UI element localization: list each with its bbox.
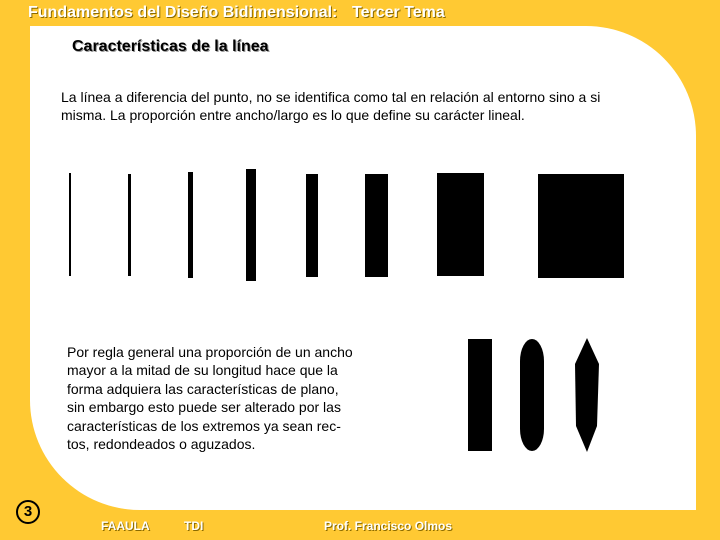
line-example-7 <box>437 173 484 276</box>
intro-paragraph: La línea a diferencia del punto, no se identifica como tal en relación al entorno sino a si misma. La proporción entre ancho/largo es lo que define su carácter lineal. <box>61 89 601 124</box>
header-bar <box>0 0 720 28</box>
rule-line-6: tos, redondeados o aguzados. <box>67 436 256 453</box>
pointed-end-line <box>574 338 600 452</box>
rule-line-2: mayor a la mitad de su longitud hace que la <box>67 362 338 379</box>
rule-line-1: Por regla general una proporción de un ancho <box>67 344 353 360</box>
section-subtitle: Características de la línea <box>72 38 269 55</box>
rule-paragraph <box>67 343 412 453</box>
rule-line-4: sin embargo esto puede ser alterado por las <box>67 399 341 416</box>
rule-line-5: características de los extremos ya sean rec- <box>67 417 341 434</box>
footer-school: FAAULA <box>101 519 150 533</box>
footer-program: TDI <box>184 519 204 533</box>
line-example-3 <box>188 172 193 278</box>
line-example-6 <box>365 174 388 277</box>
topic-title: Tercer Tema <box>352 4 445 21</box>
rounded-end-line <box>520 339 544 451</box>
rule-line-3: forma adquiera las características de plano, <box>67 380 339 397</box>
straight-end-line <box>468 339 492 451</box>
footer-professor: Prof. Francisco Olmos <box>324 519 453 533</box>
line-example-8 <box>538 174 624 278</box>
line-example-5 <box>306 174 318 277</box>
line-example-1 <box>69 173 71 276</box>
page-number-badge: 3 <box>16 500 40 524</box>
line-example-4 <box>246 169 256 281</box>
line-example-2 <box>128 174 131 276</box>
course-title: Fundamentos del Diseño Bidimensional: <box>28 4 338 21</box>
